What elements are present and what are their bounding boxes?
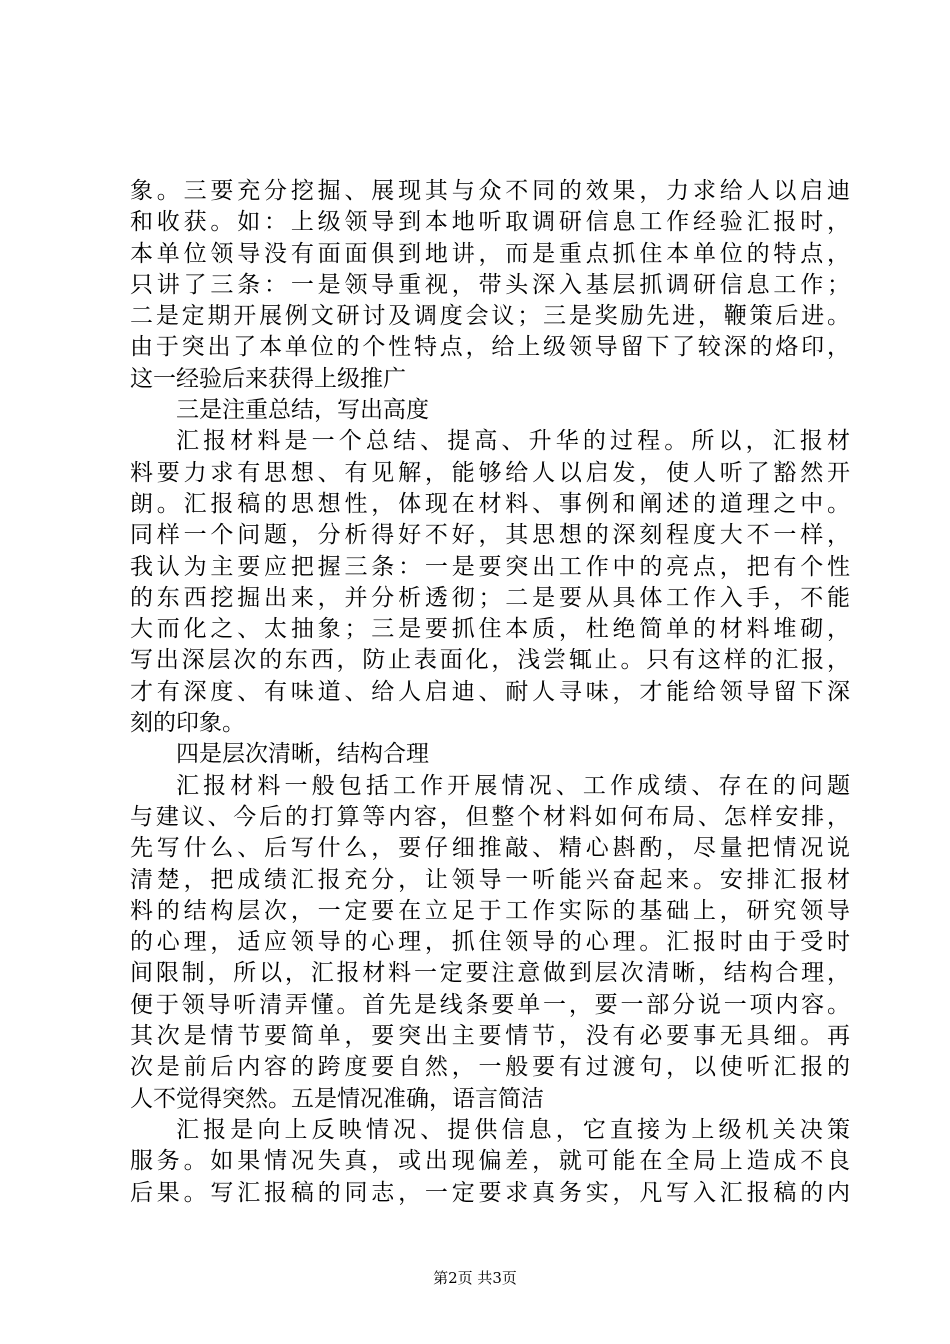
- text-line-content: 人不觉得突然。五是情况准确，语言简洁: [130, 1085, 544, 1112]
- text-line: [130, 1178, 850, 1209]
- text-line: [130, 739, 850, 770]
- text-line-content: 我认为主要应把握三条：一是要突出工作中的亮点，把有个性: [130, 553, 850, 580]
- text-line-content: 二是定期开展例文研讨及调度会议；三是奖励先进，鞭策后进。: [130, 303, 850, 330]
- text-line: [130, 1115, 850, 1146]
- text-line-content: 与建议、今后的打算等内容，但整个材料如何布局、怎样安排，: [130, 803, 850, 830]
- text-line: [130, 207, 850, 238]
- text-line-content: 后果。写汇报稿的同志，一定要求真务实，凡写入汇报稿的内: [130, 1179, 850, 1206]
- text-line: [130, 520, 850, 551]
- text-line-content: 这一经验后来获得上级推广: [130, 365, 406, 392]
- text-line: [130, 426, 850, 457]
- document-body: [130, 176, 850, 1209]
- text-line: [130, 708, 850, 739]
- text-line-content: 本单位领导没有面面俱到地讲，而是重点抓住本单位的特点，: [130, 240, 850, 267]
- text-line-content: 料的结构层次，一定要在立足于工作实际的基础上，研究领导: [130, 897, 850, 924]
- text-line-content: 清楚，把成绩汇报充分，让领导一听能兴奋起来。安排汇报材: [130, 866, 850, 893]
- text-line: [130, 395, 850, 426]
- text-line-content: 四是层次清晰，结构合理: [176, 741, 429, 768]
- text-line: [130, 1052, 850, 1083]
- text-line-content: 写出深层次的东西，防止表面化，浅尝辄止。只有这样的汇报，: [130, 647, 850, 674]
- text-line-content: 先写什么、后写什么，要仔细推敲、精心斟酌，尽量把情况说: [130, 835, 850, 862]
- text-line-content: 的东西挖掘出来，并分析透彻；二是要从具体工作入手，不能: [130, 584, 850, 611]
- text-line-content: 汇报材料是一个总结、提高、升华的过程。所以，汇报材: [176, 428, 850, 455]
- text-line: [130, 833, 850, 864]
- text-line: [130, 1021, 850, 1052]
- text-line-content: 刻的印象。: [130, 710, 245, 737]
- text-line-content: 朗。汇报稿的思想性，体现在材料、事例和阐述的道理之中。: [130, 490, 850, 517]
- page-footer: 第2页 共3页: [433, 1269, 517, 1287]
- text-line-content: 大而化之、太抽象；三是要抓住本质，杜绝简单的材料堆砌，: [130, 616, 850, 643]
- text-line: [130, 301, 850, 332]
- text-line: [130, 958, 850, 989]
- text-line: [130, 677, 850, 708]
- text-line: [130, 990, 850, 1021]
- text-line-content: 的心理，适应领导的心理，抓住领导的心理。汇报时由于受时: [130, 929, 850, 956]
- text-line-content: 服务。如果情况失真，或出现偏差，就可能在全局上造成不良: [130, 1148, 850, 1175]
- text-line: [130, 364, 850, 395]
- text-line: [130, 270, 850, 301]
- text-line: [130, 1084, 850, 1115]
- text-line-content: 象。三要充分挖掘、展现其与众不同的效果，力求给人以启迪: [130, 178, 850, 204]
- text-line: [130, 771, 850, 802]
- text-line: [130, 583, 850, 614]
- text-line: [130, 489, 850, 520]
- text-line-content: 间限制，所以，汇报材料一定要注意做到层次清晰，结构合理，: [130, 960, 850, 987]
- text-line-content: 料要力求有思想、有见解，能够给人以启发，使人听了豁然开: [130, 459, 850, 486]
- text-line: [130, 645, 850, 676]
- text-line-content: 同样一个问题，分析得好不好，其思想的深刻程度大不一样，: [130, 522, 850, 549]
- text-line-content: 其次是情节要简单，要突出主要情节，没有必要事无具细。再: [130, 1023, 850, 1050]
- text-line-content: 汇报是向上反映情况、提供信息，它直接为上级机关决策: [176, 1116, 850, 1143]
- text-line: [130, 802, 850, 833]
- text-line: [130, 927, 850, 958]
- text-line: [130, 552, 850, 583]
- text-line-content: 只讲了三条：一是领导重视，带头深入基层抓调研信息工作；: [130, 271, 850, 298]
- text-line-content: 才有深度、有味道、给人启迪、耐人寻味，才能给领导留下深: [130, 678, 850, 705]
- text-line: [130, 865, 850, 896]
- text-line-content: 由于突出了本单位的个性特点，给上级领导留下了较深的烙印，: [130, 334, 850, 361]
- text-line: [130, 332, 850, 363]
- text-line: [130, 458, 850, 489]
- text-line-content: 三是注重总结，写出高度: [176, 397, 429, 424]
- text-line-content: 便于领导听清弄懂。首先是线条要单一，要一部分说一项内容。: [130, 991, 850, 1018]
- text-line: [130, 176, 850, 207]
- text-line: [130, 1146, 850, 1177]
- text-line: [130, 614, 850, 645]
- text-line: [130, 239, 850, 270]
- text-line: [130, 896, 850, 927]
- text-line-content: 汇报材料一般包括工作开展情况、工作成绩、存在的问题: [176, 772, 850, 799]
- text-line-content: 和收获。如：上级领导到本地听取调研信息工作经验汇报时，: [130, 209, 850, 236]
- text-line-content: 次是前后内容的跨度要自然，一般要有过渡句，以使听汇报的: [130, 1054, 850, 1081]
